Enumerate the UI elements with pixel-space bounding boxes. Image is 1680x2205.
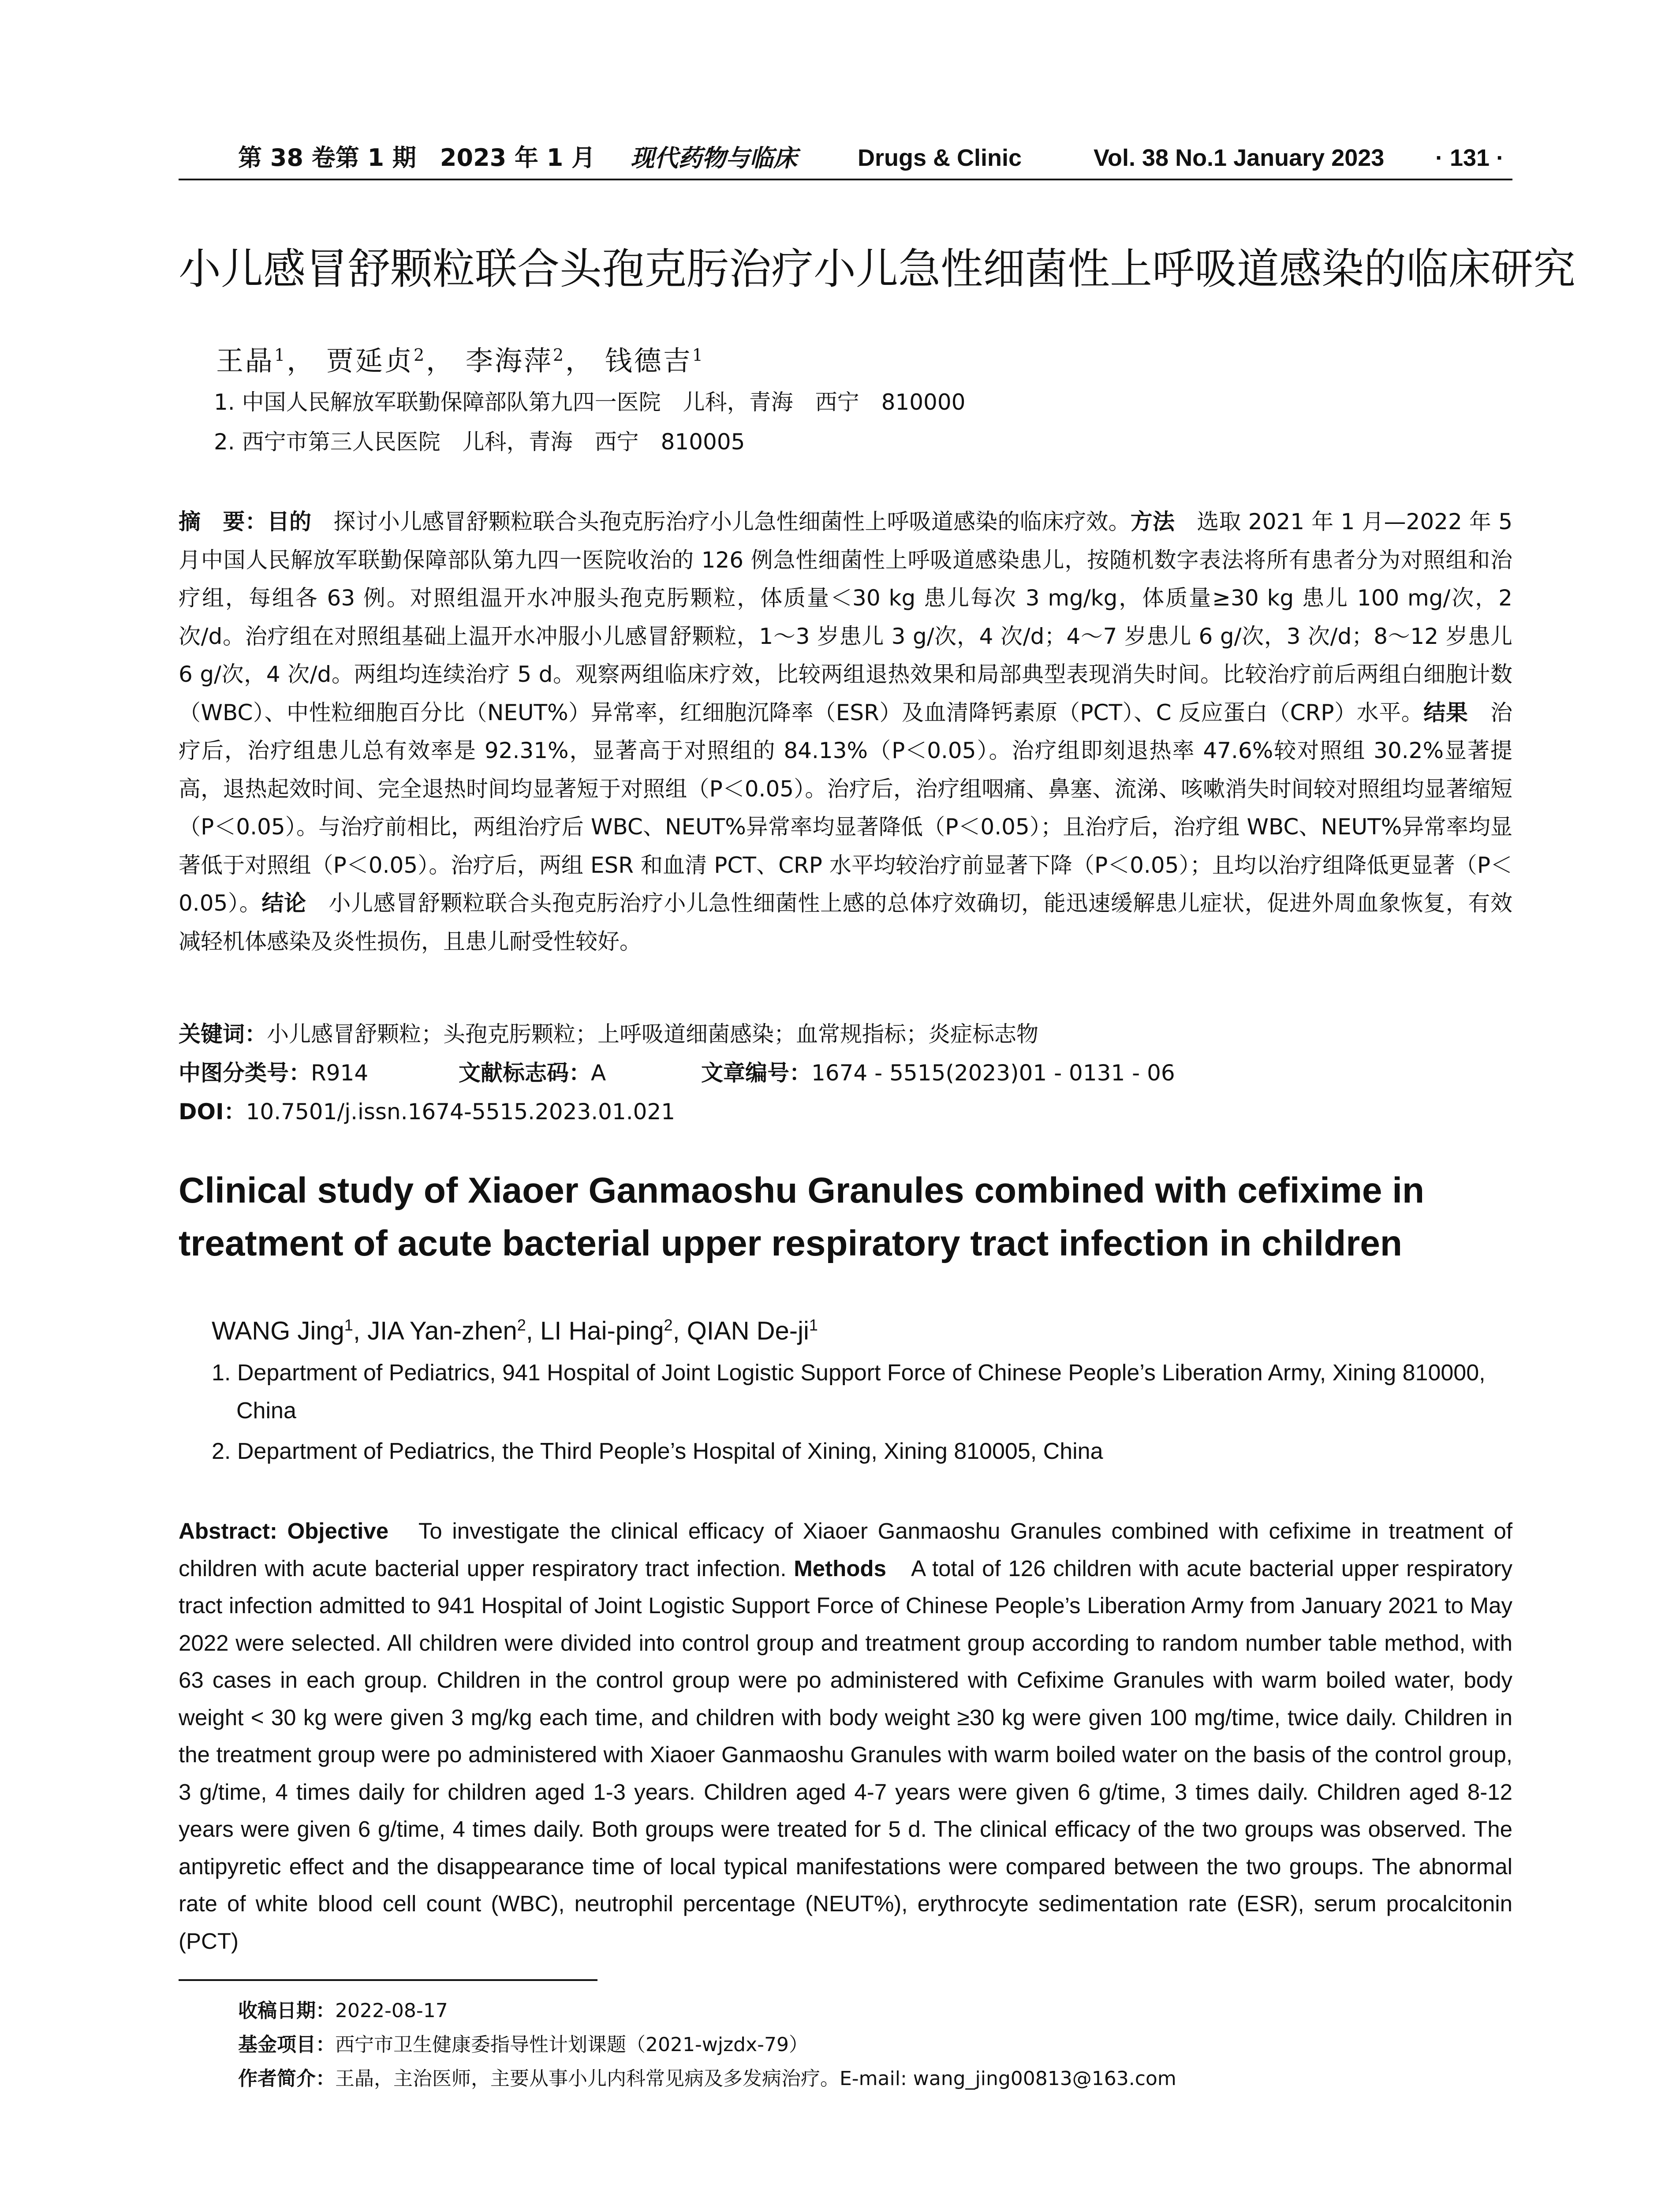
doi-line [179,1093,675,1131]
header-page-number: · 131 · [1435,145,1505,171]
conclusion-zh: 小儿感冒舒颗粒联合头孢克肟治疗小儿急性细菌性上感的总体疗效确切，能迅速缓解患儿症状，促进外周血象恢复，有效减轻机体感染及炎性损伤，且患儿耐受性较好。 [179,890,1513,954]
header-issue-zh: 第 38 卷第 1 期 2023 年 1 月 [238,144,596,172]
methods-zh: 选取 2021 年 1 月—2022 年 5 月中国人民解放军联勤保障部队第九四一医院收治的 126 例急性细菌性上呼吸道感染患儿，按随机数字表法将所有患者分为对照组和治疗组，每组各 63 例。对照组温开水冲服头孢克肟颗粒，体质量＜30 kg 患儿每次 3 mg/kg，体质量≥30 kg 患儿 100 mg/次，2 次/d。治疗组在对照组基础上温开水冲服小儿感冒舒颗粒，1～3 岁患儿 3 g/次，4 次/d；4～7 岁患儿 6 g/次，3 次/d；8～12 岁患儿 6 g/次，4 次/d。两组均连续治疗 5 d。观察两组临床疗效，比较两组退热效果和局部典型表现消失时间。比较治疗前后两组白细胞计数（WBC）、中性粒细胞百分比（NEUT%）异常率，红细胞沉降率（ESR）及血清降钙素原（PCT）、C 反应蛋白（CRP）水平。 [179,509,1513,725]
abstract-zh-label: 摘 要： [179,509,267,534]
methods-label-zh: 方法 [1130,509,1175,534]
objective-label-zh: 目的 [267,509,312,534]
footnote-author-bio: 作者简介：王晶，主治医师，主要从事小儿内科常见病及多发病治疗。E-mail: wang_jing00813@163.com [238,2067,1176,2090]
footnote-rule [179,1979,597,1981]
header-volume-en: Vol. 38 No.1 January 2023 [1094,145,1385,171]
affiliation-en-1: 1. Department of Pediatrics, 941 Hospital of Joint Logistic Support Force of Chinese People’s Liberation Army, Xining 810000, China [212,1360,1486,1424]
author-zh: 李海萍 [465,344,553,377]
authors-en: WANG Jing$^1$, JIA Yan-zhen$^2$, LI Hai-ping$^2$, QIAN $De-ji^1$ [212,1316,818,1345]
results-zh: 治疗后，治疗组患儿总有效率是 92.31%，显著高于对照组的 84.13%（P＜0.05）。治疗组即刻退热率 47.6%较对照组 30.2%显著提高，退热起效时间、完全退热时间均显著短于对照组（P＜0.05）。治疗后，治疗组咽痛、鼻塞、流涕、咳嗽消失时间较对照组均显著缩短（P＜0.05）。与治疗前相比，两组治疗后 WBC、NEUT%异常率均显著降低（P＜0.05）；且治疗后，治疗组 WBC、NEUT%异常率均显著低于对照组（P＜0.05）。治疗后，两组 ESR 和血清 PCT、CRP 水平均较治疗前显著下降（P＜0.05）；且均以治疗组降低更显著（P＜0.05）。 [179,699,1513,916]
objective-zh: 探讨小儿感冒舒颗粒联合头孢克肟治疗小儿急性细菌性上呼吸道感染的临床疗效。 [311,509,1131,534]
title-zh: 小儿感冒舒颗粒联合头孢克肟治疗小儿急性细菌性上呼吸道感染的临床研究 [179,244,1575,294]
author-zh: 王晶 [216,344,275,377]
doc-code: 文献标志码：A [459,1060,606,1086]
author-en: JIA Yan-zhen [367,1316,517,1345]
title-en: Clinical study of Xiaoer Ganmaoshu Granules combined with cefixime in treatment of acute bacterial upper respiratory tract infection in children [179,1170,1425,1263]
conclusion-label-zh: 结论 [261,890,306,916]
affiliation-en-2: 2. Department of Pediatrics, the Third People’s Hospital of Xining, Xining 810005, China [212,1439,1103,1464]
footnote-received: 收稿日期：2022-08-17 [238,1999,448,2022]
methods-en: A total of 126 children with acute bacterial upper respiratory tract infection admitted to 941 Hospital of Joint Logistic Support Force of Chinese People’s Liberation Army from January 2021 to May 2022 were selected. All children were divided into control group and treatment group according to random number table method, with 63 cases in each group. Children in the control group were po administered with Cefixime Granules with warm boiled water, body weight < 30 kg were given 3 mg/kg each time, and children with body weight ≥30 kg were given 100 mg/time, twice daily. Children in the treatment group were po administered with Xiaoer Ganmaoshu Granules with warm boiled water on the basis of the control group, 3 g/time, 4 times daily for children aged 1-3 years. Children aged 4-7 years were given 6 g/time, 3 times daily. Children aged 8-12 years were given 6 g/time, 4 times daily. Both groups were treated for 5 d. The clinical efficacy of the two groups was observed. The antipyretic effect and the disappearance time of local typical manifestations were compared between the two groups. The abnormal rate of white blood cell count (WBC), neutrophil percentage (NEUT%), erythrocyte sedimentation rate (ESR), serum procalcitonin (PCT) [179,1555,1512,1954]
author-en: QIAN De-ji [687,1316,809,1345]
authors-zh: 王晶$^1$， 贾延贞$^2$， 李海萍$^2$， 钱德吉$^1$ [216,344,705,377]
author-zh: 钱德吉 [605,344,692,377]
header-journal-zh: 现代药物与临床 [631,144,797,172]
header-rule [179,179,1512,180]
clc-number: R914 [311,1060,369,1086]
affiliation-zh-2: 2. 西宁市第三人民医院 儿科，青海 西宁 810005 [214,429,745,455]
abstract-en-label: Abstract: [179,1518,287,1544]
affiliation-zh-1: 1. 中国人民解放军联勤保障部队第九四一医院 儿科，青海 西宁 810000 [214,389,966,415]
abstract-zh [179,503,1512,960]
author-en: WANG Jing [212,1316,344,1345]
methods-label-en: Methods [794,1555,886,1581]
doi-label: DOI： [179,1099,246,1125]
header-journal-en: Drugs & Clinic [858,145,1022,171]
footnote-funding: 基金项目：西宁市卫生健康委指导性计划课题（2021-wjzdx-79） [238,2033,808,2056]
abstract-en [179,1513,1512,1960]
author-zh: 贾延贞 [326,344,414,377]
objective-en: To investigate the clinical efficacy of Xiaoer Ganmaoshu Granules combined with cefixime in treatment of children with acute bacterial upper respiratory tract infection. [179,1518,1513,1581]
keywords-label: 关键词： [179,1021,267,1047]
article-number: 文章编号：1674 - 5515(2023)01 - 0131 - 06 [701,1060,1175,1086]
keywords-zh [179,1015,1038,1053]
author-en: LI Hai-ping [540,1316,664,1345]
doi-link[interactable]: 10.7501/j.issn.1674-5515.2023.01.021 [246,1099,676,1125]
results-label-zh: 结果 [1423,699,1468,725]
classification-line: 中图分类号：R914 [179,1060,369,1086]
keywords-text: 小儿感冒舒颗粒；头孢克肟颗粒；上呼吸道细菌感染；血常规指标；炎症标志物 [267,1021,1038,1047]
objective-label-en: Objective [287,1518,389,1544]
